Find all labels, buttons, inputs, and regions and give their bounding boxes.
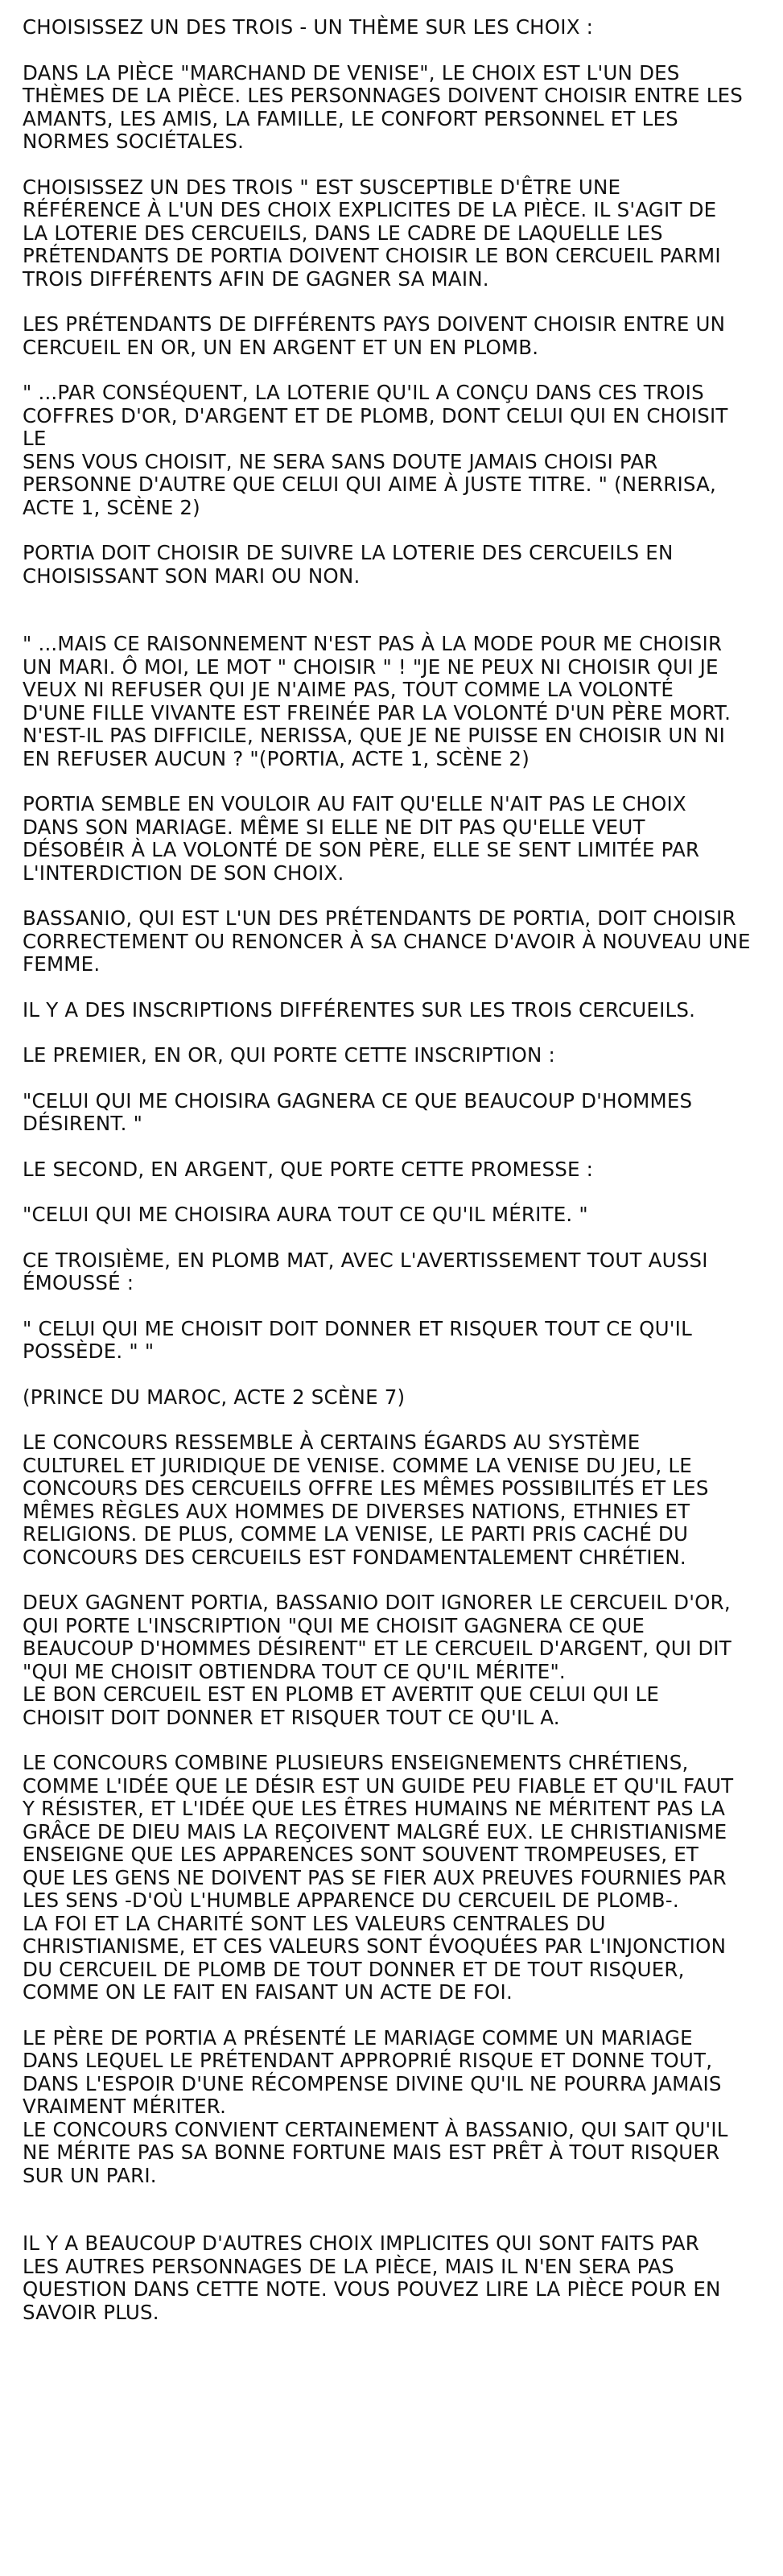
paragraph-spacer xyxy=(23,588,754,633)
paragraph-spacer xyxy=(23,1409,754,1431)
paragraph-5: " ...PAR CONSÉQUENT, LA LOTERIE QU'IL A CONÇU DANS CES TROIS COFFRES D'OR, D'ARGENT ET DE PLOMB, DONT CELUI QUI EN CHOISIT LE SENS VOUS CHOISIT, NE SERA SANS DOUTE JAMAIS CHOISI PAR PERSONNE D'AUTRE QUE CELUI QUI AIME À JUSTE TITRE. " (NERRISA, ACTE 1, SCÈNE 2) xyxy=(23,381,728,519)
paragraph-17: (PRINCE DU MAROC, ACTE 2 SCÈNE 7) xyxy=(23,1385,406,1409)
paragraph-1: CHOISISSEZ UN DES TROIS - UN THÈME SUR LES CHOIX : xyxy=(23,15,594,39)
paragraph-spacer xyxy=(23,1022,754,1044)
paragraph-spacer xyxy=(23,1364,754,1386)
paragraph-13: LE SECOND, EN ARGENT, QUE PORTE CETTE PROMESSE : xyxy=(23,1157,594,1181)
paragraph-18: LE CONCOURS RESSEMBLE À CERTAINS ÉGARDS AU SYSTÈME CULTUREL ET JURIDIQUE DE VENISE. COMME LA VENISE DU JEU, LE CONCOURS DES CERCUEILS OFFRE LES MÊMES POSSIBILITÉS ET LES MÊMES RÈGLES AUX HOMMES DE DIVERSES NATIONS, ETHNIES ET RELIGIONS. DE PLUS, COMME LA VENISE, LE PARTI PRIS CACHÉ DU CONCOURS DES CERCUEILS EST FONDAMENTALEMENT CHRÉTIEN. xyxy=(23,1430,709,1569)
paragraph-15: CE TROISIÈME, EN PLOMB MAT, AVEC L'AVERTISSEMENT TOUT AUSSI ÉMOUSSÉ : xyxy=(23,1248,708,1294)
paragraph-spacer xyxy=(23,1569,754,1591)
paragraph-12: "CELUI QUI ME CHOISIRA GAGNERA CE QUE BEAUCOUP D'HOMMES DÉSIRENT. " xyxy=(23,1088,693,1135)
paragraph-2: DANS LA PIÈCE "MARCHAND DE VENISE", LE CHOIX EST L'UN DES THÈMES DE LA PIÈCE. LES PERSONNAGES DOIVENT CHOISIR ENTRE LES AMANTS, LES AMIS, LA FAMILLE, LE CONFORT PERSONNEL ET LES NORMES SOCIÉTALES. xyxy=(23,60,744,153)
paragraph-spacer xyxy=(23,976,754,999)
paragraph-spacer xyxy=(23,359,754,382)
paragraph-spacer xyxy=(23,2004,754,2027)
paragraph-spacer xyxy=(23,2187,754,2232)
paragraph-16: " CELUI QUI ME CHOISIT DOIT DONNER ET RISQUER TOUT CE QU'IL POSSÈDE. " " xyxy=(23,1316,692,1363)
paragraph-spacer xyxy=(23,1136,754,1158)
paragraph-4: LES PRÉTENDANTS DE DIFFÉRENTS PAYS DOIVENT CHOISIR ENTRE UN CERCUEIL EN OR, UN EN ARGENT ET UN EN PLOMB. xyxy=(23,312,726,359)
paragraph-22: IL Y A BEAUCOUP D'AUTRES CHOIX IMPLICITES QUI SONT FAITS PAR LES AUTRES PERSONNAGES DE LA PIÈCE, MAIS IL N'EN SERA PAS QUESTION DANS CETTE NOTE. VOUS POUVEZ LIRE LA PIÈCE POUR EN SAVOIR PLUS. xyxy=(23,2231,721,2324)
paragraph-9: BASSANIO, QUI EST L'UN DES PRÉTENDANTS DE PORTIA, DOIT CHOISIR CORRECTEMENT OU RENONCER À SA CHANCE D'AVOIR À NOUVEAU UNE FEMME. xyxy=(23,906,751,976)
paragraph-7: " ...MAIS CE RAISONNEMENT N'EST PAS À LA MODE POUR ME CHOISIR UN MARI. Ô MOI, LE MOT " CHOISIR " ! "JE NE PEUX NI CHOISIR QUI JE VEUX NI REFUSER QUI JE N'AIME PAS, TOUT COMME LA VOLONTÉ D'UNE FILLE VIVANTE EST FREINÉE PAR LA VOLONTÉ D'UN PÈRE MORT. N'EST-IL PAS DIFFICILE, NERISSA, QUE JE NE PUISSE EN CHOISIR UN NI EN REFUSER AUCUN ? "(PORTIA, ACTE 1, SCÈNE 2) xyxy=(23,632,731,770)
paragraph-6: PORTIA DOIT CHOISIR DE SUIVRE LA LOTERIE DES CERCUEILS EN CHOISISSANT SON MARI OU NON. xyxy=(23,541,674,588)
paragraph-spacer xyxy=(23,519,754,542)
paragraph-spacer xyxy=(23,1729,754,1752)
paragraph-19: DEUX GAGNENT PORTIA, BASSANIO DOIT IGNORER LE CERCUEIL D'OR, QUI PORTE L'INSCRIPTION "QUI ME CHOISIT GAGNERA CE QUE BEAUCOUP D'HOMMES DÉSIRENT" ET LE CERCUEIL D'ARGENT, QUI DIT "QUI ME CHOISIT OBTIENDRA TOUT CE QU'IL MÉRITE". LE BON CERCUEIL EST EN PLOMB ET AVERTIT QUE CELUI QUI LE CHOISIT DOIT DONNER ET RISQUER TOUT CE QU'IL A. xyxy=(23,1591,731,1729)
paragraph-spacer xyxy=(23,885,754,907)
paragraph-spacer xyxy=(23,39,754,62)
paragraph-3: CHOISISSEZ UN DES TROIS " EST SUSCEPTIBLE D'ÊTRE UNE RÉFÉRENCE À L'UN DES CHOIX EXPLICITES DE LA PIÈCE. IL S'AGIT DE LA LOTERIE DES CERCUEILS, DANS LE CADRE DE LAQUELLE LES PRÉTENDANTS DE PORTIA DOIVENT CHOISIR LE BON CERCUEIL PARMI TROIS DIFFÉRENTS AFIN DE GAGNER SA MAIN. xyxy=(23,175,721,291)
paragraph-20: LE CONCOURS COMBINE PLUSIEURS ENSEIGNEMENTS CHRÉTIENS, COMME L'IDÉE QUE LE DÉSIR EST UN GUIDE PEU FIABLE ET QU'IL FAUT Y RÉSISTER, ET L'IDÉE QUE LES ÊTRES HUMAINS NE MÉRITENT PAS LA GRÂCE DE DIEU MAIS LA REÇOIVENT MALGRÉ EUX. LE CHRISTIANISME ENSEIGNE QUE LES APPARENCES SONT SOUVENT TROMPEUSES, ET QUE LES GENS NE DOIVENT PAS SE FIER AUX PREUVES FOURNIES PAR LES SENS -D'OÙ L'HUMBLE APPARENCE DU CERCUEIL DE PLOMB-. LA FOI ET LA CHARITÉ SONT LES VALEURS CENTRALES DU CHRISTIANISME, ET CES VALEURS SONT ÉVOQUÉES PAR L'INJONCTION DU CERCUEIL DE PLOMB DE TOUT DONNER ET DE TOUT RISQUER, COMME ON LE FAIT EN FAISANT UN ACTE DE FOI. xyxy=(23,1751,734,2004)
paragraph-spacer xyxy=(23,291,754,313)
paragraph-spacer xyxy=(23,1227,754,1249)
paragraph-8: PORTIA SEMBLE EN VOULOIR AU FAIT QU'ELLE N'AIT PAS LE CHOIX DANS SON MARIAGE. MÊME SI ELLE NE DIT PAS QU'ELLE VEUT DÉSOBÉIR À LA VOLONTÉ DE SON PÈRE, ELLE SE SENT LIMITÉE PAR L'INTERDICTION DE SON CHOIX. xyxy=(23,792,700,885)
paragraph-spacer xyxy=(23,154,754,176)
paragraph-spacer xyxy=(23,770,754,793)
paragraph-10: IL Y A DES INSCRIPTIONS DIFFÉRENTES SUR LES TROIS CERCUEILS. xyxy=(23,997,696,1022)
paragraph-spacer xyxy=(23,1067,754,1090)
paragraph-spacer xyxy=(23,1181,754,1203)
paragraph-21: LE PÈRE DE PORTIA A PRÉSENTÉ LE MARIAGE COMME UN MARIAGE DANS LEQUEL LE PRÉTENDANT APPROPRIÉ RISQUE ET DONNE TOUT, DANS L'ESPOIR D'UNE RÉCOMPENSE DIVINE QU'IL NE POURRA JAMAIS VRAIMENT MÉRITER. LE CONCOURS CONVIENT CERTAINEMENT À BASSANIO, QUI SAIT QU'IL NE MÉRITE PAS SA BONNE FORTUNE MAIS EST PRÊT À TOUT RISQUER SUR UN PARI. xyxy=(23,2025,728,2187)
paragraph-11: LE PREMIER, EN OR, QUI PORTE CETTE INSCRIPTION : xyxy=(23,1043,555,1067)
paragraph-14: "CELUI QUI ME CHOISIRA AURA TOUT CE QU'IL MÉRITE. " xyxy=(23,1203,588,1226)
paragraph-spacer xyxy=(23,1295,754,1318)
